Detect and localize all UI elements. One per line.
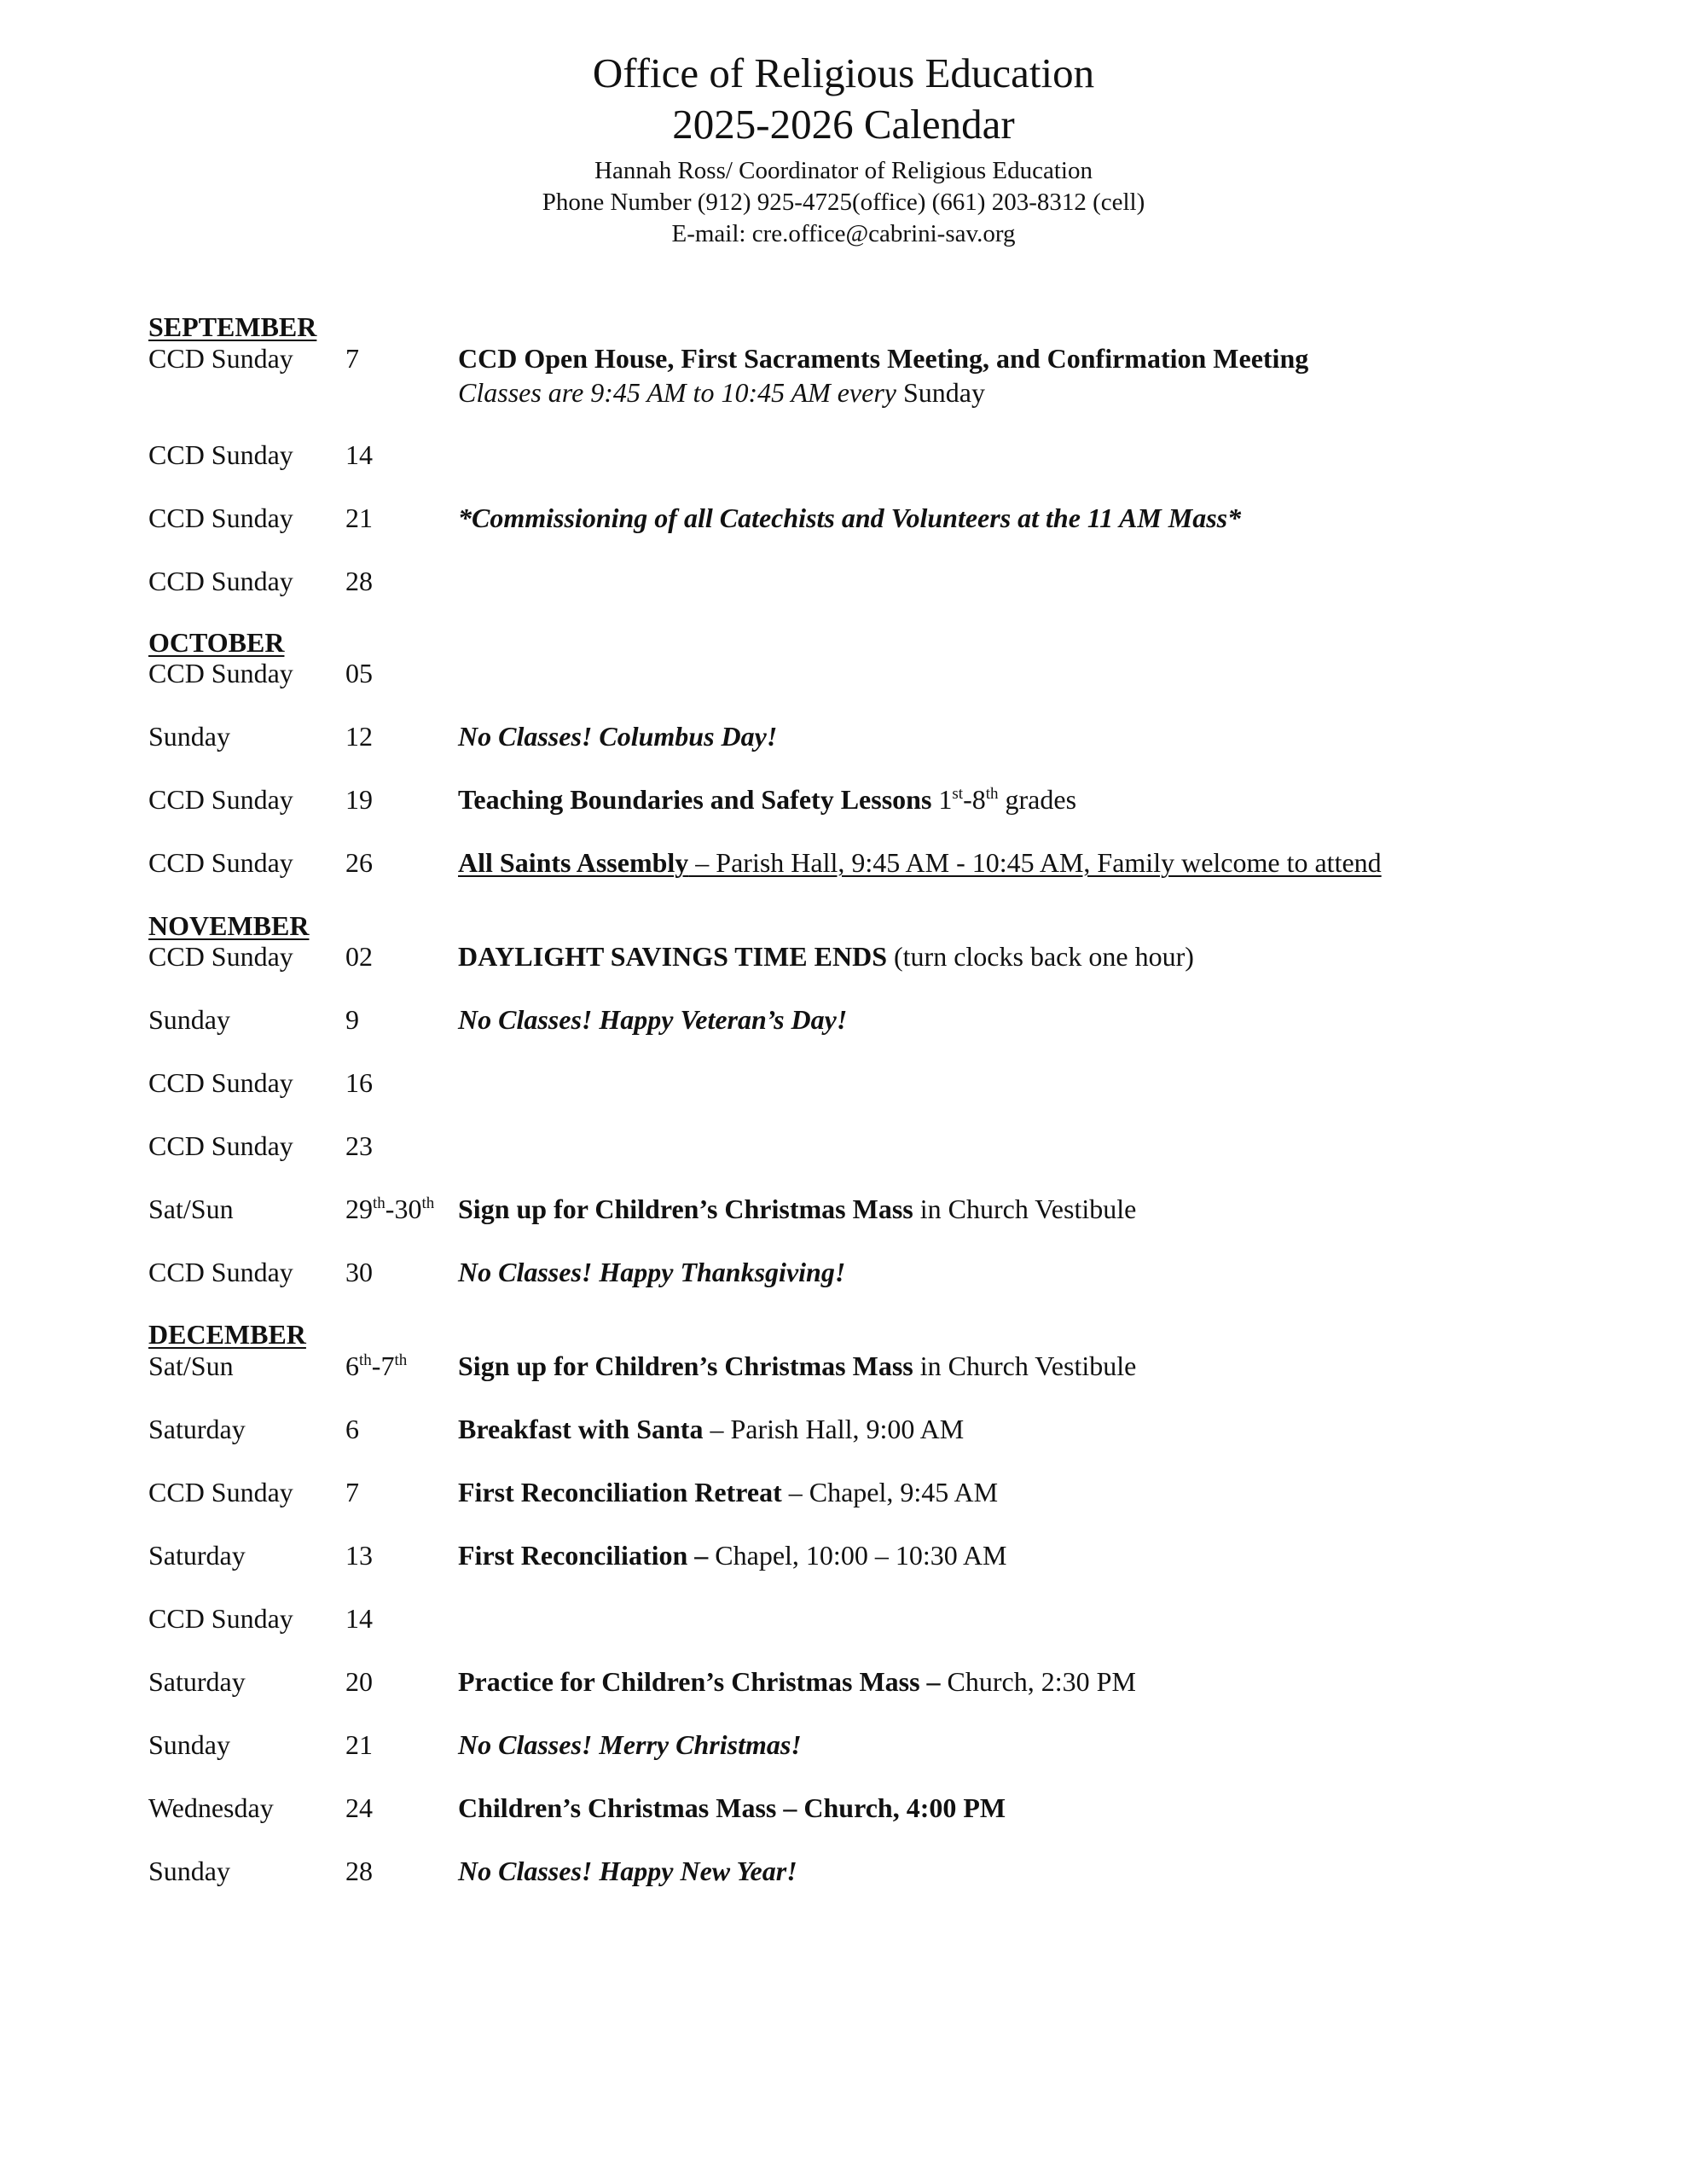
row-description: No Classes! Happy New Year!: [458, 1856, 797, 1886]
row-date: 6: [345, 1414, 359, 1444]
row-date: 19: [345, 784, 373, 815]
calendar-row: [0, 939, 1687, 973]
event-details: – Chapel, 9:45 AM: [781, 1477, 999, 1507]
row-date: 23: [345, 1130, 373, 1161]
event-title: First Reconciliation Retreat: [458, 1477, 782, 1507]
row-date: 02: [345, 941, 373, 972]
event-note-plain: Sunday: [896, 377, 985, 408]
row-day: Saturday: [148, 1666, 246, 1697]
row-description: [458, 341, 1308, 410]
row-description: *Commissioning of all Catechists and Volunteers at the 11 AM Mass*: [458, 502, 1242, 533]
row-day: CCD Sunday: [148, 1477, 293, 1507]
grade-start-suffix: st: [952, 785, 964, 803]
row-day: CCD Sunday: [148, 847, 293, 878]
calendar-row: [0, 1349, 1687, 1383]
row-day: Sunday: [148, 1004, 230, 1035]
month-heading-december: DECEMBER: [148, 1319, 306, 1350]
row-description: Children’s Christmas Mass – Church, 4:00 PM: [458, 1792, 1006, 1823]
event-title: CCD Open House, First Sacraments Meeting, and Confirmation Meeting: [458, 343, 1309, 374]
row-day: Saturday: [148, 1540, 246, 1571]
row-day: Sunday: [148, 1856, 230, 1886]
document-title: Office of Religious Education: [592, 49, 1095, 96]
row-day: Saturday: [148, 1414, 246, 1444]
row-description: [458, 1412, 964, 1446]
row-day: CCD Sunday: [148, 566, 293, 596]
event-details: in Church Vestibule: [913, 1350, 1137, 1381]
row-date: 16: [345, 1067, 373, 1098]
row-day: CCD Sunday: [148, 1130, 293, 1161]
calendar-row: [0, 501, 1687, 535]
event-details: in Church Vestibule: [913, 1194, 1137, 1224]
row-description: [458, 939, 1194, 973]
row-day: CCD Sunday: [148, 941, 293, 972]
event-note: [458, 375, 1308, 410]
row-date: 24: [345, 1792, 373, 1823]
calendar-row: [0, 564, 1687, 598]
email-line: E-mail: cre.office@cabrini-sav.org: [671, 220, 1016, 247]
calendar-row: [0, 1412, 1687, 1446]
row-day: CCD Sunday: [148, 1067, 293, 1098]
row-description: [458, 1192, 1136, 1226]
row-day: Sat/Sun: [148, 1350, 234, 1381]
range-end-suffix: th: [421, 1194, 435, 1212]
row-day: Sunday: [148, 1729, 230, 1760]
row-date: 05: [345, 658, 373, 688]
calendar-row: [0, 1601, 1687, 1635]
event-title: DAYLIGHT SAVINGS TIME ENDS: [458, 941, 887, 972]
calendar-row: [0, 1538, 1687, 1572]
event-title: All Saints Assembly: [458, 847, 689, 878]
row-day: CCD Sunday: [148, 658, 293, 688]
grade-end-suffix: th: [985, 785, 999, 803]
row-description: [458, 1664, 1136, 1699]
row-date: 21: [345, 502, 373, 533]
calendar-row: [0, 1475, 1687, 1509]
event-title: Sign up for Children’s Christmas Mass: [458, 1350, 913, 1381]
event-details: Church, 2:30 PM: [940, 1666, 1136, 1697]
grades-word: grades: [998, 784, 1077, 815]
row-date: 30: [345, 1257, 373, 1287]
calendar-row: [0, 1129, 1687, 1163]
row-date: 7: [345, 1477, 359, 1507]
calendar-year-title: 2025-2026 Calendar: [672, 101, 1015, 148]
row-description: [458, 845, 1382, 880]
row-date: 7: [345, 343, 359, 374]
event-title: Practice for Children’s Christmas Mass –: [458, 1666, 941, 1697]
row-date-range: [345, 1192, 434, 1226]
row-date-range: [345, 1349, 407, 1383]
calendar-row: [0, 1854, 1687, 1888]
row-day: CCD Sunday: [148, 1257, 293, 1287]
row-day: Sunday: [148, 721, 230, 752]
row-day: CCD Sunday: [148, 784, 293, 815]
row-date: 28: [345, 566, 373, 596]
range-start-suffix: th: [359, 1351, 372, 1369]
row-description: [458, 782, 1076, 816]
row-day: Wednesday: [148, 1792, 274, 1823]
document-header: [0, 48, 1687, 250]
row-date: 9: [345, 1004, 359, 1035]
calendar-row: [0, 1255, 1687, 1289]
phone-line: Phone Number (912) 925-4725(office) (661) 203-8312 (cell): [542, 189, 1145, 216]
month-heading-october: OCTOBER: [148, 627, 285, 658]
range-start: 29: [345, 1194, 373, 1224]
month-heading-november: NOVEMBER: [148, 910, 310, 941]
range-end: -7: [371, 1350, 395, 1381]
calendar-row: [0, 1066, 1687, 1100]
row-description: No Classes! Columbus Day!: [458, 721, 778, 752]
row-date: 12: [345, 721, 373, 752]
coordinator-line: Hannah Ross/ Coordinator of Religious Education: [594, 157, 1093, 184]
row-description: [458, 1475, 998, 1509]
month-heading-september: SEPTEMBER: [148, 311, 317, 342]
row-date: 20: [345, 1666, 373, 1697]
range-end: -30: [385, 1194, 422, 1224]
calendar-row: [0, 656, 1687, 690]
calendar-row: [0, 1002, 1687, 1037]
grade-start: 1: [931, 784, 953, 815]
event-details: – Parish Hall, 9:45 AM - 10:45 AM, Family welcome to attend: [688, 847, 1382, 878]
row-description: No Classes! Happy Thanksgiving!: [458, 1257, 846, 1287]
row-date: 26: [345, 847, 373, 878]
range-start-suffix: th: [373, 1194, 386, 1212]
event-details: (turn clocks back one hour): [887, 941, 1194, 972]
calendar-row: [0, 719, 1687, 753]
range-end-suffix: th: [394, 1351, 408, 1369]
row-description: [458, 1349, 1136, 1383]
row-day: CCD Sunday: [148, 1603, 293, 1634]
event-title: Sign up for Children’s Christmas Mass: [458, 1194, 913, 1224]
event-details: – Parish Hall, 9:00 AM: [703, 1414, 965, 1444]
row-description: [458, 1538, 1007, 1572]
row-day: Sat/Sun: [148, 1194, 234, 1224]
row-day: CCD Sunday: [148, 439, 293, 470]
row-date: 21: [345, 1729, 373, 1760]
calendar-row: [0, 782, 1687, 816]
calendar-row: [0, 341, 1687, 408]
event-details: Chapel, 10:00 – 10:30 AM: [708, 1540, 1007, 1571]
row-date: 13: [345, 1540, 373, 1571]
row-day: CCD Sunday: [148, 343, 293, 374]
event-title: First Reconciliation –: [458, 1540, 709, 1571]
row-date: 14: [345, 439, 373, 470]
row-description: No Classes! Merry Christmas!: [458, 1729, 802, 1760]
calendar-row: [0, 845, 1687, 880]
grade-end: -8: [963, 784, 986, 815]
calendar-row: [0, 1791, 1687, 1825]
row-date: 14: [345, 1603, 373, 1634]
calendar-row: [0, 438, 1687, 472]
event-title: Breakfast with Santa: [458, 1414, 704, 1444]
row-description: No Classes! Happy Veteran’s Day!: [458, 1004, 848, 1035]
row-day: CCD Sunday: [148, 502, 293, 533]
event-title: Teaching Boundaries and Safety Lessons: [458, 784, 932, 815]
calendar-row: [0, 1664, 1687, 1699]
event-note-italic: Classes are 9:45 AM to 10:45 AM every: [458, 377, 896, 408]
calendar-row: [0, 1192, 1687, 1226]
row-date: 28: [345, 1856, 373, 1886]
range-start: 6: [345, 1350, 359, 1381]
calendar-row: [0, 1728, 1687, 1762]
